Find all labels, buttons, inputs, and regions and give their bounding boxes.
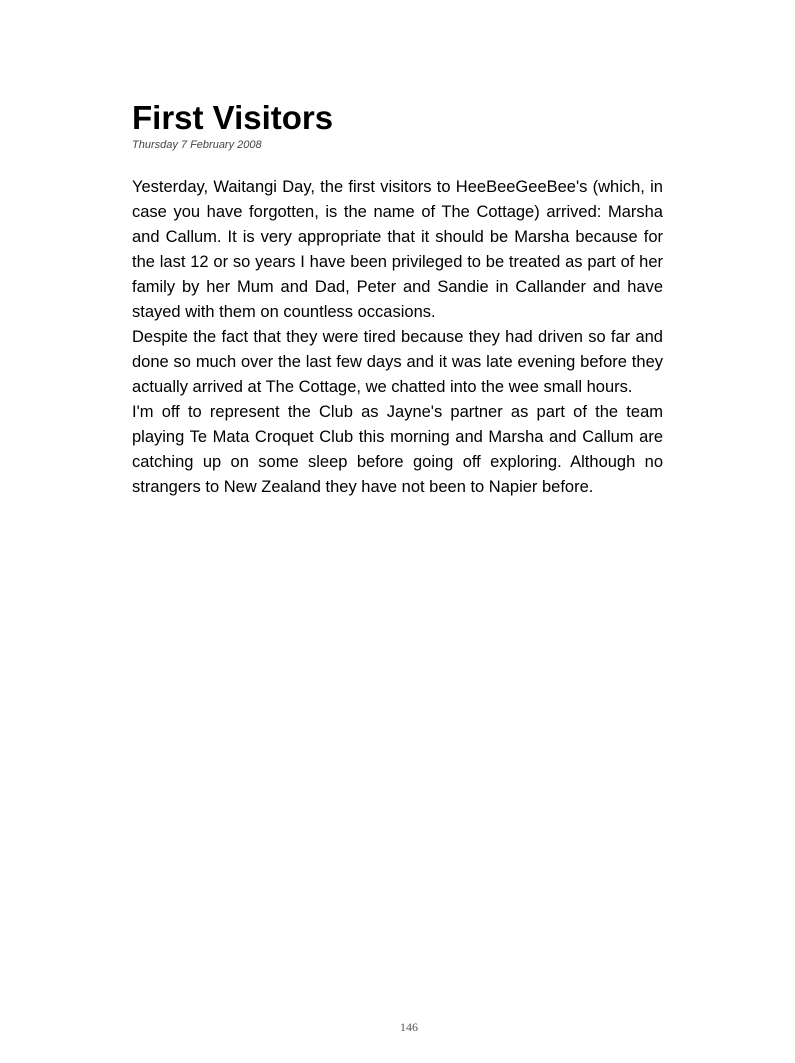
page-number: 146 xyxy=(400,1020,418,1034)
post-body xyxy=(132,175,663,500)
paragraph: Yesterday, Waitangi Day, the first visitors to HeeBeeGeeBee's (which, in case you have forgotten, is the name of The Cottage) arrived: Marsha and Callum. It is very appropriate that it should be Marsha because for the last 12 or so years I have been privileged to be treated as part of her family by her Mum and Dad, Peter and Sandie in Callander and have stayed with them on countless occasions. xyxy=(132,178,663,321)
post-date: Thursday 7 February 2008 xyxy=(132,139,262,151)
paragraph: Despite the fact that they were tired because they had driven so far and done so much over the last few days and it was late evening before they actually arrived at The Cottage, we chatted into the wee small hours. xyxy=(132,328,663,396)
page-title: First Visitors xyxy=(132,99,334,136)
paragraph: I'm off to represent the Club as Jayne's partner as part of the team playing Te Mata Croquet Club this morning and Marsha and Callum are catching up on some sleep before going off exploring. Although no strangers to New Zealand they have not been to Napier before. xyxy=(132,403,663,496)
